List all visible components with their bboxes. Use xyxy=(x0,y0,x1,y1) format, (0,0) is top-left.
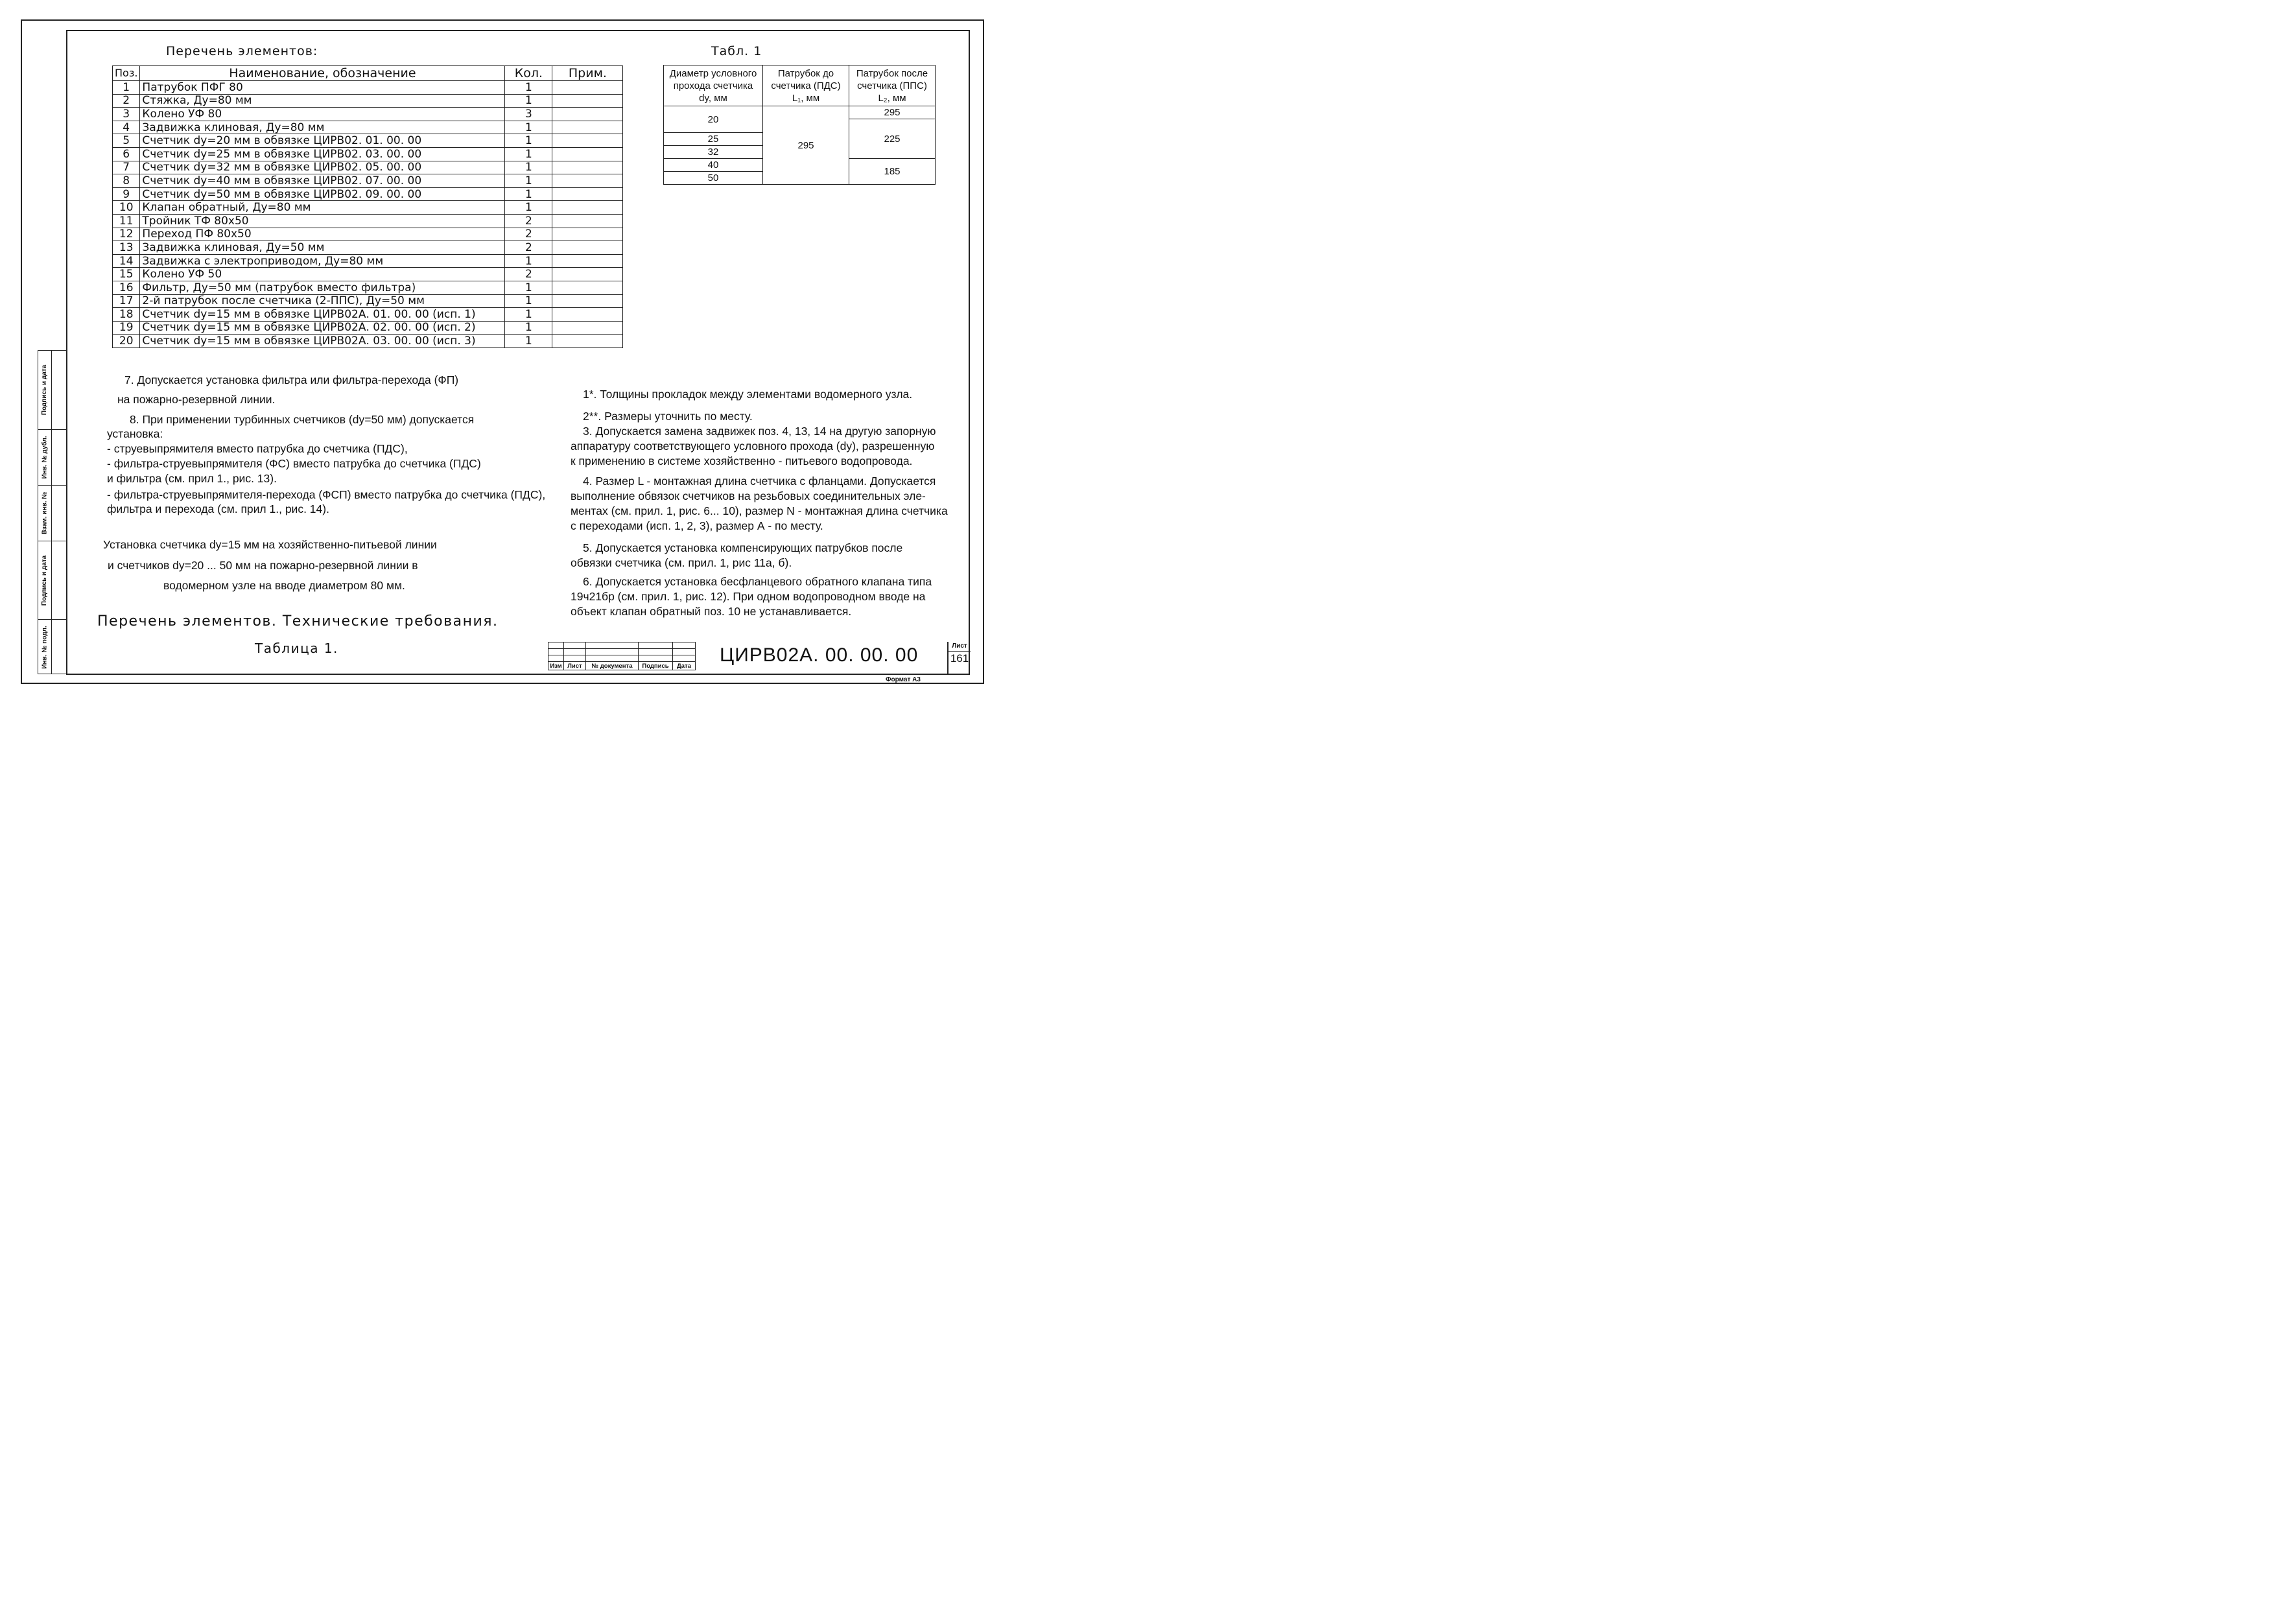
row-note xyxy=(552,108,623,121)
row-note xyxy=(552,294,623,308)
row-qty: 1 xyxy=(505,254,552,268)
row-pos: 6 xyxy=(113,147,140,161)
row-pos: 9 xyxy=(113,187,140,201)
row-name: 2-й патрубок после счетчика (2-ППС), Ду=50 мм xyxy=(140,294,505,308)
element-list-header-row xyxy=(113,66,623,81)
table-row xyxy=(113,187,623,201)
row-note xyxy=(552,228,623,241)
table1 xyxy=(663,65,936,185)
table-row xyxy=(113,241,623,255)
row-name: Фильтр, Ду=50 мм (патрубок вместо фильтра) xyxy=(140,281,505,294)
header-line: Патрубок до xyxy=(777,67,834,79)
note-8-line1: 8. При применении турбинных счетчиков (dy=50 мм) допускается xyxy=(130,413,475,426)
table-caption: Таблица 1. xyxy=(255,641,338,656)
row-pos: 14 xyxy=(113,254,140,268)
row-name: Колено УФ 50 xyxy=(140,268,505,281)
row-qty: 1 xyxy=(505,187,552,201)
table1-header-pds xyxy=(763,65,849,106)
format-label: Формат А3 xyxy=(886,676,921,683)
table-row xyxy=(113,121,623,134)
row-note xyxy=(552,335,623,348)
table1-pds-cell: 295 xyxy=(763,106,849,185)
note-8-line3: - струевыпрямителя вместо патрубка до счетчика (ПДС), xyxy=(107,442,408,455)
table-row xyxy=(113,94,623,108)
row-name: Счетчик dy=20 мм в обвязке ЦИРВ02. 01. 00. 00 xyxy=(140,134,505,148)
row-name: Стяжка, Ду=80 мм xyxy=(140,94,505,108)
table1-pps-cell: 295 xyxy=(849,106,936,119)
row-note xyxy=(552,281,623,294)
table-row xyxy=(113,268,623,281)
row-pos: 19 xyxy=(113,321,140,335)
row-qty: 1 xyxy=(505,335,552,348)
row-note xyxy=(552,81,623,95)
side-stamp-duplicate-inv xyxy=(38,429,67,485)
note-8-line7: фильтра и перехода (см. прил 1., рис. 14). xyxy=(107,502,329,515)
row-qty: 1 xyxy=(505,121,552,134)
row-name: Счетчик dy=50 мм в обвязке ЦИРВ02. 09. 00. 00 xyxy=(140,187,505,201)
table-row xyxy=(113,281,623,294)
row-qty: 2 xyxy=(505,241,552,255)
note-7-line2: на пожарно-резервной линии. xyxy=(117,393,276,406)
note-5-line2: обвязки счетчика (см. прил. 1, рис 11а, б). xyxy=(571,556,792,569)
table-row xyxy=(113,81,623,95)
row-name: Счетчик dy=40 мм в обвязке ЦИРВ02. 07. 00. 00 xyxy=(140,174,505,188)
row-qty: 1 xyxy=(505,174,552,188)
sheet-number: 161 xyxy=(950,652,969,665)
note-3-line1: 3. Допускается замена задвижек поз. 4, 13, 14 на другую запорную xyxy=(583,425,936,438)
row-pos: 13 xyxy=(113,241,140,255)
table-row xyxy=(113,174,623,188)
row-pos: 16 xyxy=(113,281,140,294)
note-4-line2: выполнение обвязок счетчиков на резьбовых соединительных эле- xyxy=(571,489,926,502)
header-qty: Кол. xyxy=(505,66,552,81)
side-stamp-label: Инв. № дубл. xyxy=(41,436,49,479)
note-5-line1: 5. Допускается установка компенсирующих патрубков после xyxy=(583,541,903,554)
row-name: Задвижка с электроприводом, Ду=80 мм xyxy=(140,254,505,268)
row-pos: 7 xyxy=(113,161,140,174)
row-qty: 1 xyxy=(505,147,552,161)
table1-dy-cell: 40 xyxy=(664,159,763,172)
side-stamp-replaced-inv xyxy=(38,485,67,541)
table-row xyxy=(113,161,623,174)
note-4-line1: 4. Размер L - монтажная длина счетчика с фланцами. Допускается xyxy=(583,475,936,488)
row-name: Переход ПФ 80x50 xyxy=(140,228,505,241)
install-line3: водомерном узле на вводе диаметром 80 мм. xyxy=(163,579,405,592)
drawing-title: Перечень элементов. Технические требования. xyxy=(97,613,499,630)
table-row xyxy=(113,108,623,121)
side-stamp xyxy=(38,350,66,674)
table1-header-dy xyxy=(664,65,763,106)
row-name: Клапан обратный, Ду=80 мм xyxy=(140,201,505,215)
row-note xyxy=(552,308,623,322)
row-note xyxy=(552,147,623,161)
table1-title: Табл. 1 xyxy=(711,44,762,58)
row-qty: 1 xyxy=(505,81,552,95)
table1-header-pps xyxy=(849,65,936,106)
row-qty: 1 xyxy=(505,201,552,215)
row-name: Задвижка клиновая, Ду=50 мм xyxy=(140,241,505,255)
table-row xyxy=(113,294,623,308)
document-number-label: № документа xyxy=(586,662,639,670)
table-row xyxy=(113,321,623,335)
row-qty: 2 xyxy=(505,268,552,281)
table1-pps-cell: 225 xyxy=(849,119,936,159)
row-note xyxy=(552,321,623,335)
header-line: Диаметр условного xyxy=(669,67,757,79)
header-pos: Поз. xyxy=(113,66,140,81)
note-4-line4: с переходами (исп. 1, 2, 3), размер А - по месту. xyxy=(571,519,823,532)
table1-dy-cell: 32 xyxy=(664,146,763,159)
row-note xyxy=(552,134,623,148)
table-row xyxy=(113,201,623,215)
table-row xyxy=(113,147,623,161)
header-note: Прим. xyxy=(552,66,623,81)
element-list-table xyxy=(112,65,623,348)
row-pos: 12 xyxy=(113,228,140,241)
sheet-label: Лист xyxy=(949,642,971,652)
row-note xyxy=(552,241,623,255)
row-name: Счетчик dy=15 мм в обвязке ЦИРВ02А. 02. 00. 00 (исп. 2) xyxy=(140,321,505,335)
row-pos: 2 xyxy=(113,94,140,108)
note-6-line3: объект клапан обратный поз. 10 не устанавливается. xyxy=(571,605,852,618)
row-qty: 1 xyxy=(505,161,552,174)
row-pos: 11 xyxy=(113,214,140,228)
note-8-line5: и фильтра (см. прил 1., рис. 13). xyxy=(107,472,277,485)
row-qty: 1 xyxy=(505,134,552,148)
row-qty: 1 xyxy=(505,281,552,294)
row-pos: 18 xyxy=(113,308,140,322)
element-list-title: Перечень элементов: xyxy=(166,44,318,58)
row-pos: 10 xyxy=(113,201,140,215)
note-7-line1: 7. Допускается установка фильтра или фильтра-перехода (ФП) xyxy=(124,373,459,386)
row-note xyxy=(552,268,623,281)
side-stamp-signature-date-1 xyxy=(38,351,67,429)
note-8-line6: - фильтра-струевыпрямителя-перехода (ФСП) вместо патрубка до счетчика (ПДС), xyxy=(107,488,546,501)
title-block xyxy=(548,642,971,675)
note-3-line3: к применению в системе хозяйственно - питьевого водопровода. xyxy=(571,454,913,467)
note-4-line3: ментах (см. прил. 1, рис. 6... 10), размер N - монтажная длина счетчика xyxy=(571,504,948,517)
row-name: Патрубок ПФГ 80 xyxy=(140,81,505,95)
row-qty: 2 xyxy=(505,214,552,228)
note-1: 1*. Толщины прокладок между элементами водомерного узла. xyxy=(583,388,913,401)
row-note xyxy=(552,187,623,201)
table-row xyxy=(113,308,623,322)
table1-dy-cell: 25 xyxy=(664,133,763,146)
row-qty: 1 xyxy=(505,321,552,335)
row-note xyxy=(552,121,623,134)
side-stamp-original-inv xyxy=(38,619,67,675)
note-3-line2: аппаратуру соответствующего условного прохода (dy), разрешенную xyxy=(571,440,935,453)
side-stamp-label: Взам. инв. № xyxy=(41,491,49,535)
table1-dy-cell: 20 xyxy=(664,106,763,133)
note-8-line2: установка: xyxy=(107,427,163,440)
row-note xyxy=(552,174,623,188)
row-qty: 1 xyxy=(505,308,552,322)
row-name: Счетчик dy=15 мм в обвязке ЦИРВ02А. 01. 00. 00 (исп. 1) xyxy=(140,308,505,322)
note-6-line1: 6. Допускается установка бесфланцевого обратного клапана типа xyxy=(583,575,932,588)
header-line: счетчика (ППС) xyxy=(857,80,927,91)
table-row xyxy=(113,254,623,268)
row-name: Счетчик dy=25 мм в обвязке ЦИРВ02. 03. 00. 00 xyxy=(140,147,505,161)
row-name: Счетчик dy=32 мм в обвязке ЦИРВ02. 05. 00. 00 xyxy=(140,161,505,174)
table1-row xyxy=(664,106,936,119)
header-line: Патрубок после xyxy=(856,67,928,79)
row-pos: 3 xyxy=(113,108,140,121)
header-line: счетчика (ПДС) xyxy=(771,80,841,91)
row-qty: 2 xyxy=(505,228,552,241)
header-line: L₂, мм xyxy=(878,92,906,104)
row-note xyxy=(552,214,623,228)
install-line1: Установка счетчика dy=15 мм на хозяйственно-питьевой линии xyxy=(103,538,437,551)
row-name: Задвижка клиновая, Ду=80 мм xyxy=(140,121,505,134)
row-qty: 1 xyxy=(505,294,552,308)
note-2: 2**. Размеры уточнить по месту. xyxy=(583,410,753,423)
table-row xyxy=(113,335,623,348)
row-qty: 1 xyxy=(505,94,552,108)
row-note xyxy=(552,201,623,215)
row-pos: 4 xyxy=(113,121,140,134)
row-note xyxy=(552,94,623,108)
revision-label: Изм xyxy=(548,662,564,670)
row-name: Счетчик dy=15 мм в обвязке ЦИРВ02А. 03. 00. 00 (исп. 3) xyxy=(140,335,505,348)
sheet-col-label: Лист xyxy=(564,662,586,670)
header-line: прохода счетчика xyxy=(673,80,753,91)
document-code: ЦИРВ02А. 00. 00. 00 xyxy=(720,644,919,666)
side-stamp-label: Инв. № подл. xyxy=(41,626,49,669)
date-label: Дата xyxy=(673,662,696,670)
row-pos: 20 xyxy=(113,335,140,348)
signature-label: Подпись xyxy=(639,662,673,670)
table1-pps-cell: 185 xyxy=(849,159,936,185)
note-8-line4: - фильтра-струевыпрямителя (ФС) вместо патрубка до счетчика (ПДС) xyxy=(107,457,481,470)
row-pos: 1 xyxy=(113,81,140,95)
row-note xyxy=(552,254,623,268)
row-note xyxy=(552,161,623,174)
row-name: Колено УФ 80 xyxy=(140,108,505,121)
title-block-revision-grid xyxy=(548,642,696,670)
header-line: L₁, мм xyxy=(792,92,820,104)
table1-header-row xyxy=(664,65,936,106)
row-qty: 3 xyxy=(505,108,552,121)
side-stamp-signature-date-2 xyxy=(38,541,67,619)
side-stamp-label: Подпись и дата xyxy=(41,364,49,416)
install-line2: и счетчиков dy=20 ... 50 мм на пожарно-резервной линии в xyxy=(108,559,418,572)
row-pos: 8 xyxy=(113,174,140,188)
table-row xyxy=(113,228,623,241)
table1-dy-cell: 50 xyxy=(664,172,763,185)
table-row xyxy=(113,214,623,228)
table-row xyxy=(113,134,623,148)
row-pos: 17 xyxy=(113,294,140,308)
header-name: Наименование, обозначение xyxy=(140,66,505,81)
row-pos: 15 xyxy=(113,268,140,281)
header-line: dy, мм xyxy=(699,92,727,104)
side-stamp-label: Подпись и дата xyxy=(41,555,49,606)
note-6-line2: 19ч21бр (см. прил. 1, рис. 12). При одном водопроводном вводе на xyxy=(571,590,926,603)
sheet-box xyxy=(947,642,971,675)
row-pos: 5 xyxy=(113,134,140,148)
row-name: Тройник ТФ 80x50 xyxy=(140,214,505,228)
